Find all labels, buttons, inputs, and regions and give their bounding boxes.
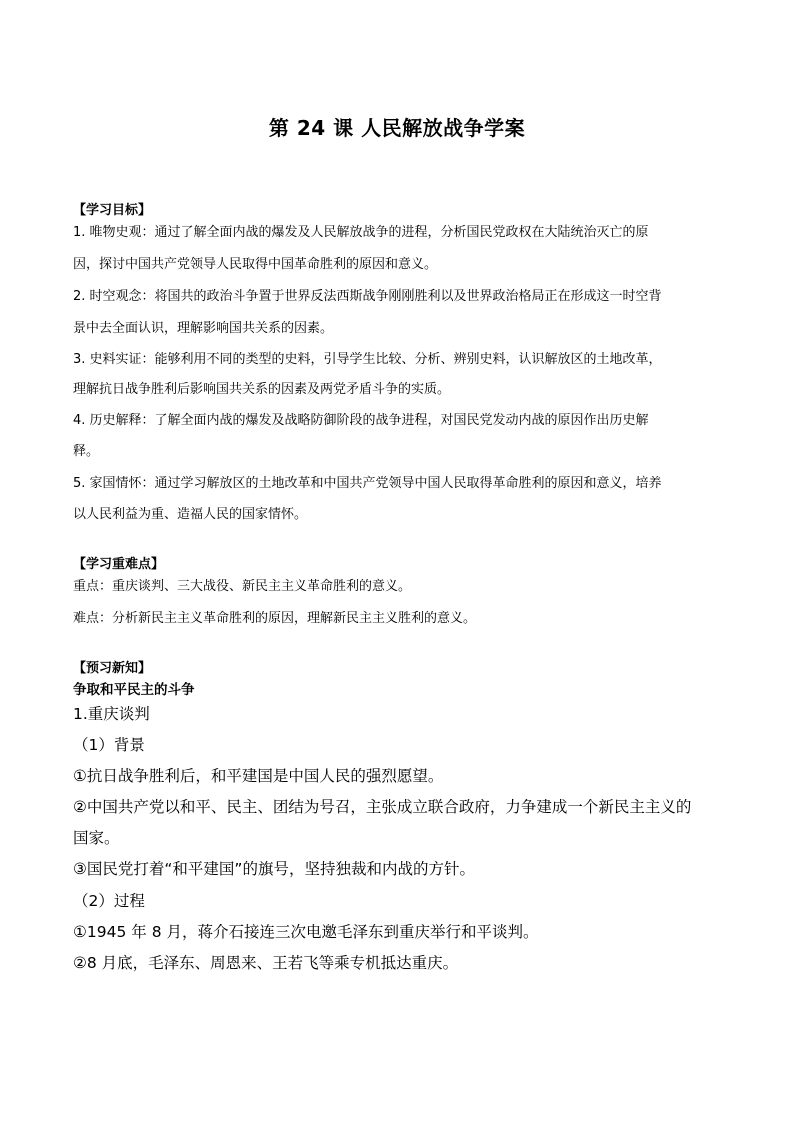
preview-subheading: 争取和平民主的斗争 [73,682,195,698]
preview-line: ③国民党打着“和平建国”的旗号，坚持独裁和内战的方针。 [73,860,475,878]
objective-line: 1. 唯物史观：通过了解全面内战的爆发及人民解放战争的进程，分析国民党政权在大陆统治灭亡的原 [73,225,649,240]
preview-line: ②中国共产党以和平、民主、团结为号召，主张成立联合政府，力争建成一个新民主主义的 [73,798,692,816]
objective-line: 理解抗日战争胜利后影响国共关系的因素及两党矛盾斗争的实质。 [73,382,451,397]
preview-line: （2）过程 [73,892,145,910]
key-point-line: 重点：重庆谈判、三大战役、新民主主义革命胜利的意义。 [73,579,412,594]
preview-line: ①1945 年 8 月，蒋介石接连三次电邀毛泽东到重庆举行和平谈判。 [73,923,539,941]
objective-line: 释。 [73,444,100,459]
key-points-heading: 【学习重难点】 [73,557,165,572]
preview-line: ①抗日战争胜利后，和平建国是中国人民的强烈愿望。 [73,767,444,785]
objective-line: 2. 时空观念：将国共的政治斗争置于世界反法西斯战争刚刚胜利以及世界政治格局正在形成这一时空背 [73,289,662,304]
objective-line: 因，探讨中国共产党领导人民取得中国革命胜利的原因和意义。 [73,257,438,272]
preview-line: 1.重庆谈判 [73,705,150,723]
objective-line: 4. 历史解释：了解全面内战的爆发及战略防御阶段的战争进程，对国民党发动内战的原因作出历史解 [73,413,649,428]
objective-line: 以人民利益为重、造福人民的国家情怀。 [73,507,308,522]
objective-line: 3. 史料实证：能够利用不同的类型的史料，引导学生比较、分析、辨别史料，认识解放区的土地改革， [73,352,662,367]
preview-line: ②8 月底，毛泽东、周恩来、王若飞等乘专机抵达重庆。 [73,954,459,972]
preview-line: 国家。 [73,829,120,847]
objective-line: 5. 家国情怀：通过学习解放区的土地改革和中国共产党领导中国人民取得革命胜利的原因和意义，培养 [73,476,662,491]
objective-line: 景中去全面认识，理解影响国共关系的因素。 [73,321,334,336]
objectives-heading: 【学习目标】 [73,203,152,218]
page-title: 第 24 课 人民解放战争学案 [268,116,526,140]
difficulty-line: 难点：分析新民主主义革命胜利的原因，理解新民主主义胜利的意义。 [73,611,477,626]
preview-heading: 【预习新知】 [73,661,152,676]
preview-line: （1）背景 [73,736,145,754]
